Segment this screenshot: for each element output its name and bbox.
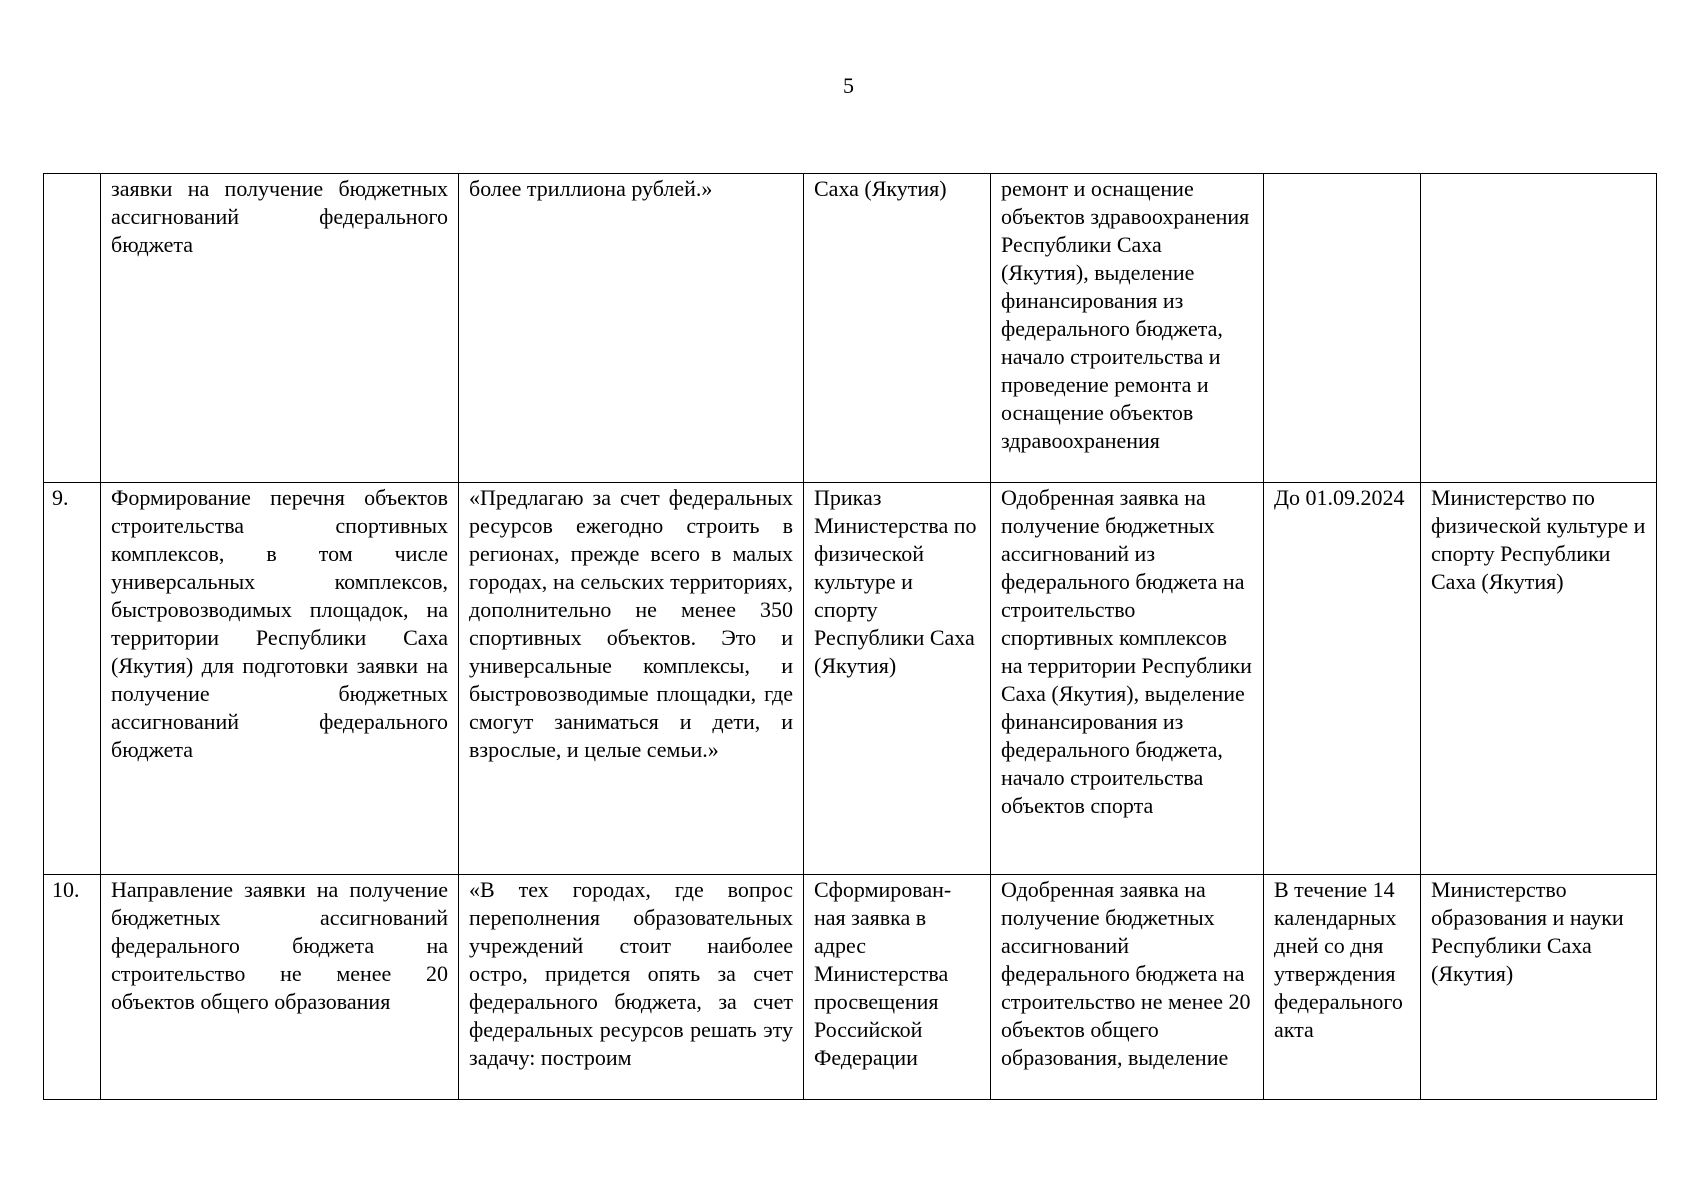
deadline-cell <box>1264 483 1421 875</box>
quote-cell <box>459 174 804 483</box>
document-cell <box>804 483 991 875</box>
quote-text: «В тех городах, где вопрос переполнения образовательных учреждений стоит наиболее остро, придется опять за счет федерального бюджета, за счет федеральных ресурсов решать эту задачу: построим <box>469 877 793 1070</box>
responsible-cell <box>1421 174 1657 483</box>
measure-cell <box>101 483 459 875</box>
measure-text: Направление заявки на получение бюджетных ассигнований федерального бюджета на строительство не менее 20 объектов общего образования <box>111 877 448 1014</box>
measure-cell <box>101 174 459 483</box>
result-cell <box>991 483 1264 875</box>
deadline-cell <box>1264 875 1421 1100</box>
table-row <box>44 875 1657 1100</box>
document-cell <box>804 875 991 1100</box>
responsible-cell <box>1421 875 1657 1100</box>
row-number-cell <box>44 875 101 1100</box>
result-text: ремонт и оснащение объектов здравоохранения Республики Саха (Якутия), выделение финансирования из федерального бюджета, начало строительства и проведение ремонта и оснащение объектов здравоохранения <box>1001 176 1250 453</box>
deadline-text: До 01.09.2024 <box>1274 485 1405 510</box>
measure-text: заявки на получение бюджетных ассигнований федерального бюджета <box>111 176 448 257</box>
result-cell <box>991 875 1264 1100</box>
table-row <box>44 174 1657 483</box>
document-text: Сформирован-ная заявка в адрес Министерства просвещения Российской Федерации <box>814 877 952 1070</box>
measure-text: Формирование перечня объектов строительства спортивных комплексов, в том числе универсальных комплексов, быстровозводимых площадок, на территории Республики Саха (Якутия) для подготовки заявки на получение бюджетных ассигнований федерального бюджета <box>111 485 448 762</box>
quote-text: более триллиона рублей.» <box>469 176 713 201</box>
document-cell <box>804 174 991 483</box>
quote-cell <box>459 483 804 875</box>
responsible-text: Министерство образования и науки Республики Саха (Якутия) <box>1431 877 1624 986</box>
measure-cell <box>101 875 459 1100</box>
responsible-cell <box>1421 483 1657 875</box>
document-text: Приказ Министерства по физической культуре и спорту Республики Саха (Якутия) <box>814 485 977 678</box>
deadline-cell <box>1264 174 1421 483</box>
deadline-text: В течение 14 календарных дней со дня утверждения федерального акта <box>1274 877 1403 1042</box>
result-cell <box>991 174 1264 483</box>
document-text: Саха (Якутия) <box>814 176 947 201</box>
row-number-cell <box>44 483 101 875</box>
row-number: 10. <box>52 877 80 902</box>
quote-text: «Предлагаю за счет федеральных ресурсов ежегодно строить в регионах, прежде всего в малых городах, на сельских территориях, дополнительно не менее 350 спортивных объектов. Это и универсальные комплексы, и быстровозводимые площадки, где смогут заниматься и дети, и взрослые, и целые семьи.» <box>469 485 793 762</box>
row-number-cell <box>44 174 101 483</box>
result-text: Одобренная заявка на получение бюджетных ассигнований из федерального бюджета на строительство спортивных комплексов на территории Республики Саха (Якутия), выделение финансирования из федерального бюджета, начало строительства объектов спорта <box>1001 485 1252 818</box>
responsible-text: Министерство по физической культуре и спорту Республики Саха (Якутия) <box>1431 485 1646 594</box>
result-text: Одобренная заявка на получение бюджетных ассигнований федерального бюджета на строительство не менее 20 объектов общего образования, выделение <box>1001 877 1251 1070</box>
table-row <box>44 483 1657 875</box>
quote-cell <box>459 875 804 1100</box>
measures-table <box>43 173 1657 1100</box>
page-number: 5 <box>843 73 854 98</box>
row-number: 9. <box>52 485 69 510</box>
